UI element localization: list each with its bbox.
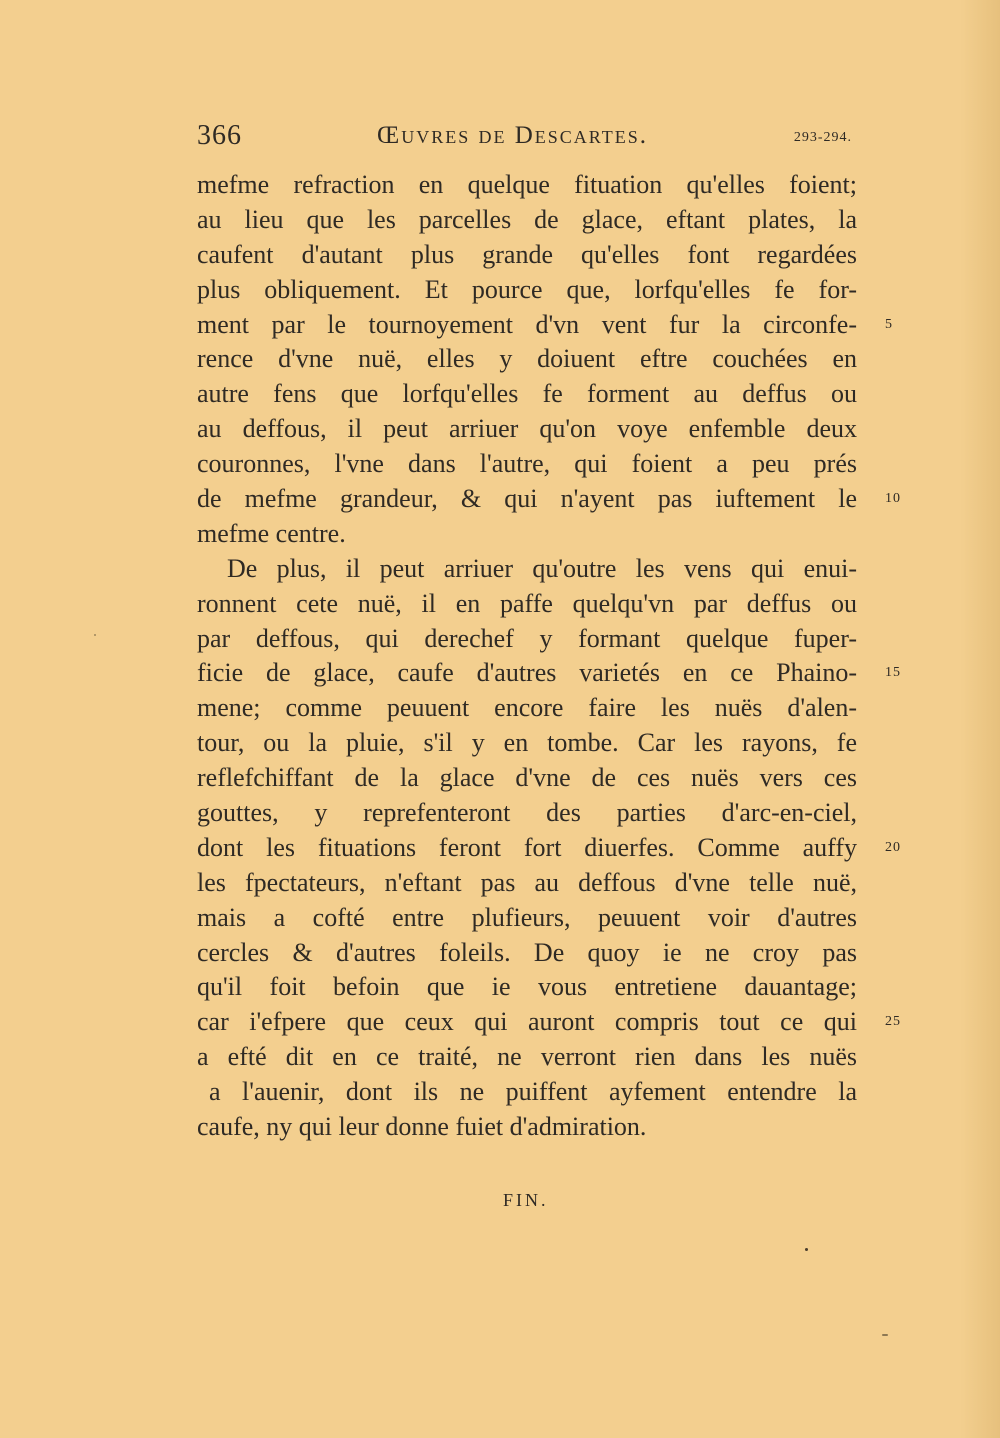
- text-line: [197, 970, 857, 1005]
- line-text: de mefme grandeur, & qui n'ayent pas iuftement le: [197, 484, 857, 514]
- text-line: [197, 1040, 857, 1075]
- paper-speck: [882, 1334, 888, 1336]
- text-line: [197, 901, 857, 936]
- text-line: [197, 831, 901, 866]
- line-text: mefme centre.: [197, 518, 346, 548]
- line-text: autre fens que lorfqu'elles fe forment au deffus ou: [197, 379, 857, 409]
- line-text: ment par le tournoyement d'vn vent fur la circonfe-: [197, 309, 857, 339]
- text-line: [197, 517, 857, 552]
- line-text: cercles & d'autres foleils. De quoy ie ne croy pas: [197, 937, 857, 967]
- line-text: De plus, il peut arriuer qu'outre les vens qui enui-: [227, 553, 857, 583]
- line-text: couronnes, l'vne dans l'autre, qui foient a peu prés: [197, 449, 857, 479]
- running-title: Œuvres de Descartes.: [377, 122, 648, 149]
- line-text: mene; comme peuuent encore faire les nuës d'alen-: [197, 693, 857, 723]
- line-text: a efté dit en ce traité, ne verront rien dans les nuës: [197, 1042, 857, 1072]
- text-line: [197, 866, 857, 901]
- text-line: [197, 273, 857, 308]
- line-text: par deffous, qui derechef y formant quelque fuper-: [197, 623, 857, 653]
- text-line: [197, 377, 857, 412]
- line-text: reflefchiffant de la glace d'vne de ces nuës vers ces: [197, 763, 857, 793]
- text-line: [197, 622, 857, 657]
- line-number: 15: [885, 665, 901, 681]
- text-line: [197, 1110, 857, 1145]
- text-line: [197, 412, 857, 447]
- text-line: [197, 203, 857, 238]
- line-text: ronnent cete nuë, il en paffe quelqu'vn par deffus ou: [197, 588, 857, 618]
- line-text: au deffous, il peut arriuer qu'on voye enfemble deux: [197, 414, 857, 444]
- line-text: caufent d'autant plus grande qu'elles font regardées: [197, 239, 857, 269]
- line-number: 10: [885, 491, 901, 507]
- text-line: [197, 552, 857, 587]
- line-text: gouttes, y reprefenteront des parties d'arc-en-ciel,: [197, 798, 857, 828]
- text-line: [197, 1075, 857, 1110]
- page-edge-shadow: [960, 0, 1000, 1438]
- line-text: au lieu que les parcelles de glace, eftant plates, la: [197, 204, 857, 234]
- paper-speck: [805, 1248, 808, 1251]
- line-text: tour, ou la pluie, s'il y en tombe. Car les rayons, fe: [197, 728, 857, 758]
- page-range: 293-294.: [793, 130, 852, 145]
- running-header: [197, 120, 852, 160]
- line-number: 5: [885, 316, 893, 332]
- line-text: les fpectateurs, n'eftant pas au deffous d'vne telle nuë,: [197, 867, 857, 897]
- text-line: [197, 308, 893, 343]
- text-line: [197, 1005, 901, 1040]
- text-line: [197, 796, 857, 831]
- line-text: caufe, ny qui leur donne fuiet d'admiration.: [197, 1112, 647, 1142]
- line-number: 25: [885, 1014, 901, 1030]
- text-line: [197, 726, 857, 761]
- text-line: [197, 482, 901, 517]
- paper-speck: [94, 634, 96, 636]
- page-number: 366: [197, 120, 242, 151]
- text-line: [197, 168, 857, 203]
- text-line: [197, 936, 857, 971]
- text-line: [197, 342, 857, 377]
- end-mark: FIN.: [503, 1190, 549, 1210]
- text-line: [197, 761, 857, 796]
- line-text: qu'il foit befoin que ie vous entretiene dauantage;: [197, 972, 857, 1002]
- text-line: [197, 691, 857, 726]
- line-text: car i'efpere que ceux qui auront compris tout ce qui: [197, 1007, 857, 1037]
- line-text: mais a cofté entre plufieurs, peuuent voir d'autres: [197, 902, 857, 932]
- line-text: dont les fituations feront fort diuerfes. Comme auffy: [197, 832, 857, 862]
- text-line: [197, 447, 857, 482]
- line-text: mefme refraction en quelque fituation qu'elles foient;: [197, 170, 857, 199]
- line-text: a l'auenir, dont ils ne puiffent ayfement entendre la: [209, 1077, 857, 1107]
- line-text: rence d'vne nuë, elles y doiuent eftre couchées en: [197, 344, 857, 374]
- body-text: [197, 168, 901, 1145]
- line-text: ficie de glace, caufe d'autres varietés en ce Phaino-: [197, 658, 857, 688]
- text-line: [197, 656, 901, 691]
- line-text: plus obliquement. Et pource que, lorfqu'elles fe for-: [197, 274, 857, 304]
- text-line: [197, 587, 857, 622]
- line-number: 20: [885, 839, 901, 855]
- text-line: [197, 238, 857, 273]
